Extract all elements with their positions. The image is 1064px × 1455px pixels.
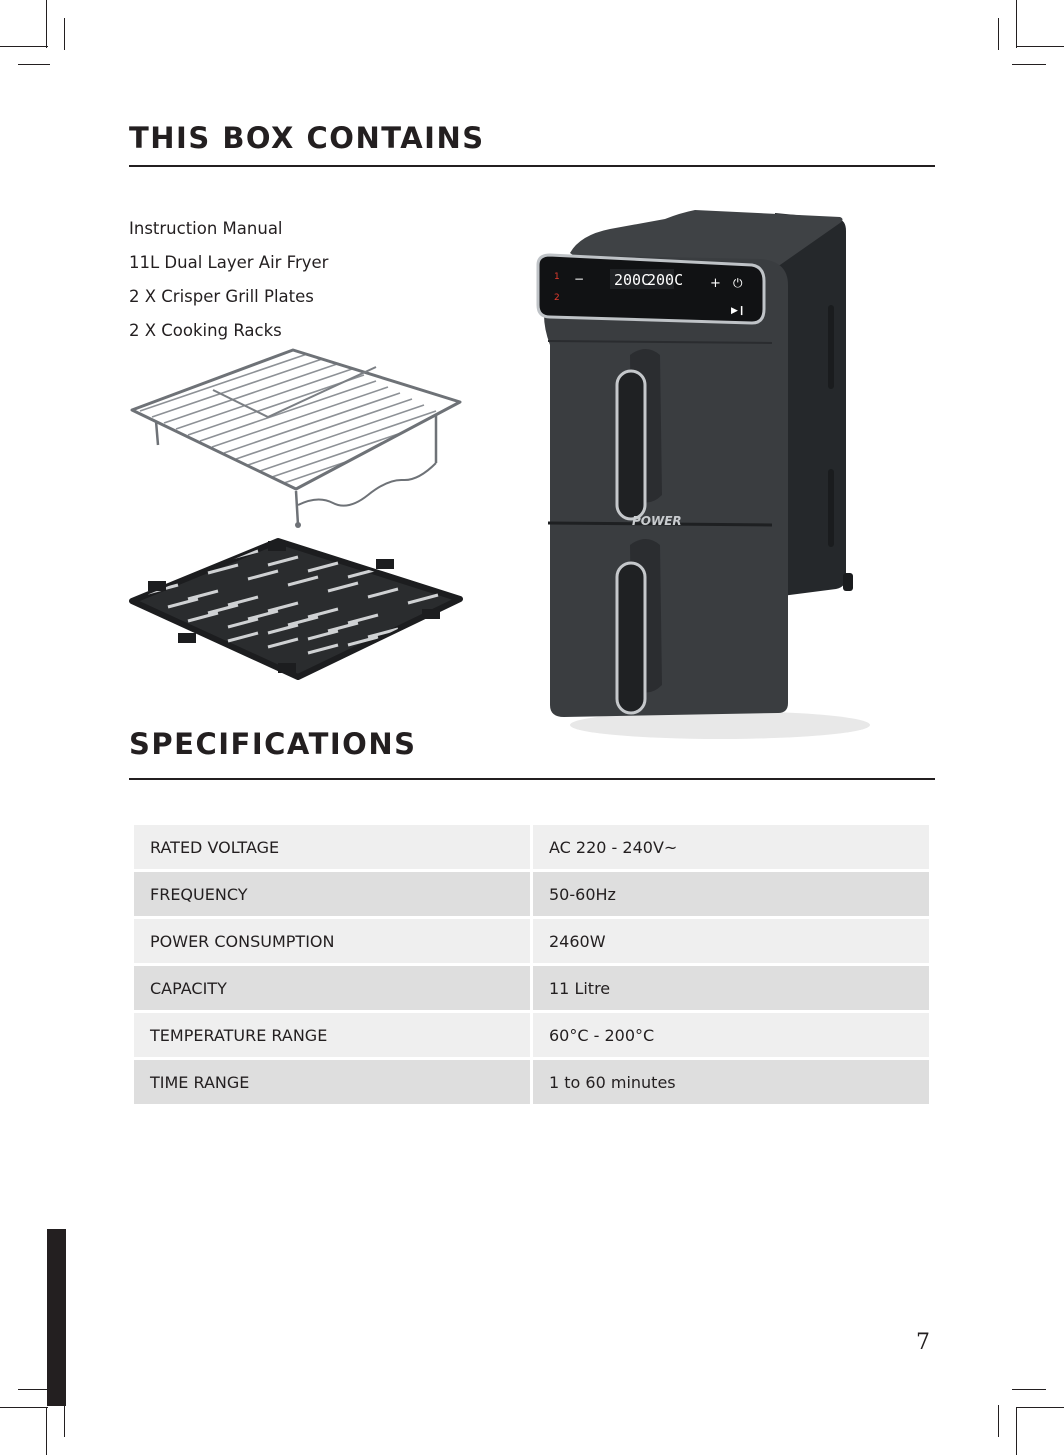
minus-icon: − <box>574 272 585 286</box>
spec-label: TIME RANGE <box>134 1060 530 1104</box>
zone-2-label: 2 <box>554 293 560 303</box>
power-icon: ⏻ <box>733 276 743 290</box>
crop-mark <box>998 1405 999 1437</box>
crop-mark <box>1012 1389 1046 1390</box>
list-item: 2 X Crisper Grill Plates <box>129 287 314 306</box>
table-row <box>134 1060 929 1104</box>
crop-mark <box>64 1405 65 1437</box>
crop-mark <box>0 1407 48 1408</box>
crop-mark <box>998 18 999 50</box>
spec-value: AC 220 - 240V~ <box>533 825 929 869</box>
brand-logo: POWER <box>632 514 682 528</box>
title-rule <box>129 165 935 167</box>
spec-value: 50-60Hz <box>533 872 929 916</box>
table-row <box>134 825 929 869</box>
spec-value: 60°C - 200°C <box>533 1013 929 1057</box>
spec-label: CAPACITY <box>134 966 530 1010</box>
table-row <box>134 919 929 963</box>
spec-label: RATED VOLTAGE <box>134 825 530 869</box>
crisper-grill-plate-image <box>128 533 466 683</box>
table-row <box>134 1013 929 1057</box>
page-number: 7 <box>916 1330 930 1355</box>
crop-mark <box>1016 0 1017 48</box>
box-contents-list <box>129 216 328 352</box>
cooking-rack-image <box>128 345 466 530</box>
specifications-table <box>131 822 932 1107</box>
spec-label: TEMPERATURE RANGE <box>134 1013 530 1057</box>
crop-mark <box>46 0 47 48</box>
crop-mark <box>0 46 48 47</box>
spec-value: 11 Litre <box>533 966 929 1010</box>
plus-icon: + <box>710 276 721 291</box>
title-rule <box>129 778 935 780</box>
list-item: 2 X Cooking Racks <box>129 321 282 340</box>
spec-label: POWER CONSUMPTION <box>134 919 530 963</box>
crop-mark <box>46 1407 47 1455</box>
display-temp-left: 200C <box>614 271 651 289</box>
air-fryer-image <box>520 205 915 750</box>
table-row <box>134 872 929 916</box>
crop-mark <box>64 18 65 50</box>
box-contents-title: THIS BOX CONTAINS <box>129 121 485 155</box>
play-pause-icon: ▶❙ <box>731 306 746 316</box>
zone-1-label: 1 <box>554 272 560 282</box>
crop-mark <box>18 1389 50 1390</box>
crop-mark <box>1016 46 1064 47</box>
spec-value: 1 to 60 minutes <box>533 1060 929 1104</box>
table-row <box>134 966 929 1010</box>
spec-value: 2460W <box>533 919 929 963</box>
specifications-title: SPECIFICATIONS <box>129 727 417 761</box>
display-temp-right: 200C <box>647 271 684 289</box>
page-edge-bar <box>47 1229 66 1406</box>
crop-mark <box>18 64 50 65</box>
crop-mark <box>1016 1407 1064 1408</box>
crop-mark <box>1016 1407 1017 1455</box>
crop-mark <box>1012 64 1046 65</box>
list-item: 11L Dual Layer Air Fryer <box>129 253 329 272</box>
spec-label: FREQUENCY <box>134 872 530 916</box>
list-item: Instruction Manual <box>129 219 283 238</box>
